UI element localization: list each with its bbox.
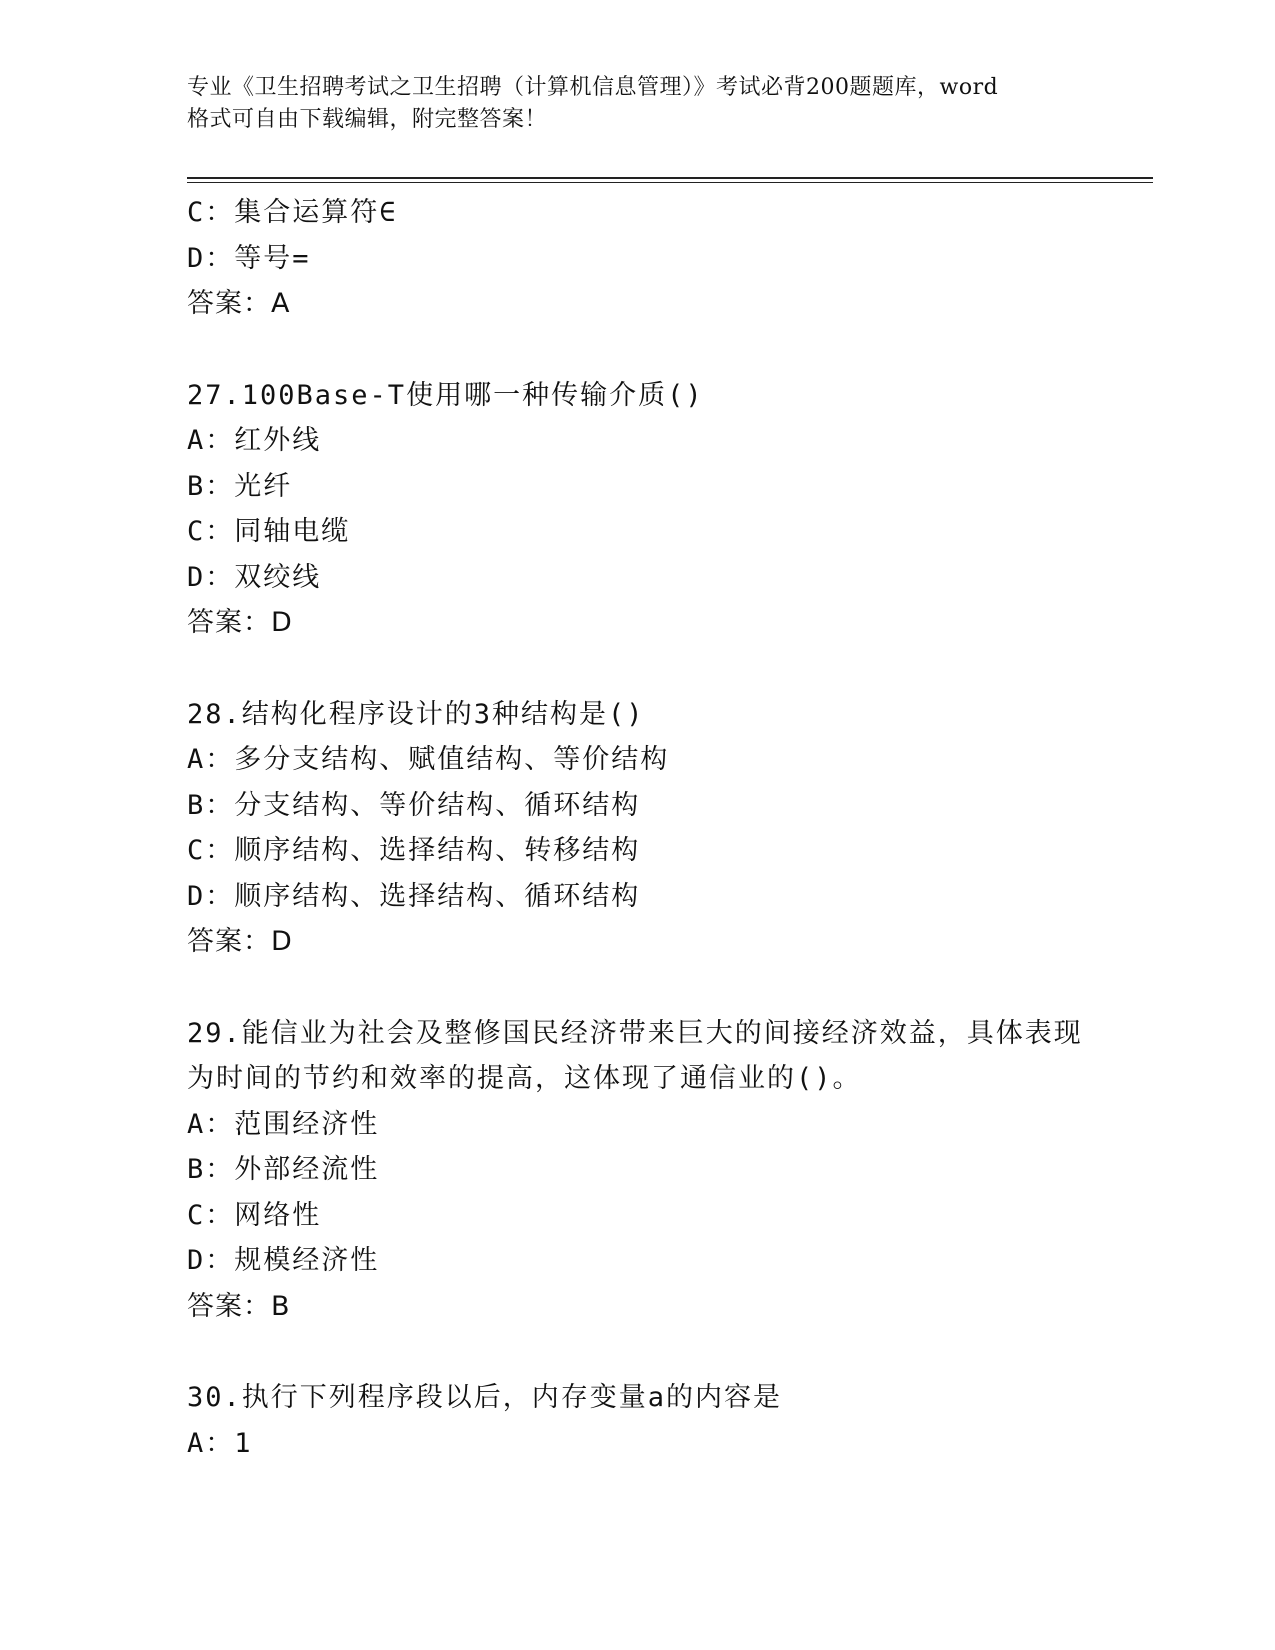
question-stem: 30.执行下列程序段以后，内存变量a的内容是 (187, 1382, 783, 1413)
header-title-line-2: 格式可自由下载编辑，附完整答案！ (187, 107, 548, 132)
option-d: D：等号= (187, 242, 311, 274)
option-a: A：红外线 (187, 425, 322, 456)
option-a: A：多分支结构、赋值结构、等价结构 (187, 744, 670, 775)
option-c: C：同轴电缆 (187, 516, 351, 547)
option-b: B：分支结构、等价结构、循环结构 (187, 789, 641, 821)
question-26-tail (187, 190, 1087, 327)
question-stem: 29.能信业为社会及整修国民经济带来巨大的间接经济效益，具体表现 (187, 1017, 1083, 1049)
answer: 答案：D (187, 607, 293, 638)
question-stem-continued: 为时间的节约和效率的提高，这体现了通信业的()。 (187, 1063, 862, 1094)
option-c: C：网络性 (187, 1199, 322, 1231)
answer: 答案：B (187, 1290, 291, 1322)
question-27 (187, 373, 1087, 646)
answer: 答案：A (187, 288, 291, 319)
option-d: D：规模经济性 (187, 1245, 380, 1276)
header-divider-thin (187, 182, 1153, 183)
question-stem: 28.结构化程序设计的3种结构是() (187, 698, 645, 730)
document-header (187, 72, 1087, 136)
option-a: A：1 (187, 1427, 253, 1459)
option-b: B：光纤 (187, 470, 293, 502)
question-30 (187, 1375, 1087, 1466)
option-c: C：集合运算符∈ (187, 197, 398, 228)
question-list (187, 190, 1087, 1466)
question-28 (187, 692, 1087, 965)
option-d: D：双绞线 (187, 561, 322, 593)
header-divider-thick (187, 177, 1153, 179)
option-c: C：顺序结构、选择结构、转移结构 (187, 835, 641, 866)
question-stem: 27.100Base-T使用哪一种传输介质() (187, 379, 704, 411)
question-29 (187, 1011, 1087, 1330)
option-a: A：范围经济性 (187, 1108, 380, 1140)
answer: 答案：D (187, 926, 293, 957)
option-b: B：外部经流性 (187, 1154, 380, 1185)
header-title-line-1: 专业《卫生招聘考试之卫生招聘（计算机信息管理）》考试必背200题题库，word (187, 75, 999, 100)
option-d: D：顺序结构、选择结构、循环结构 (187, 880, 641, 912)
